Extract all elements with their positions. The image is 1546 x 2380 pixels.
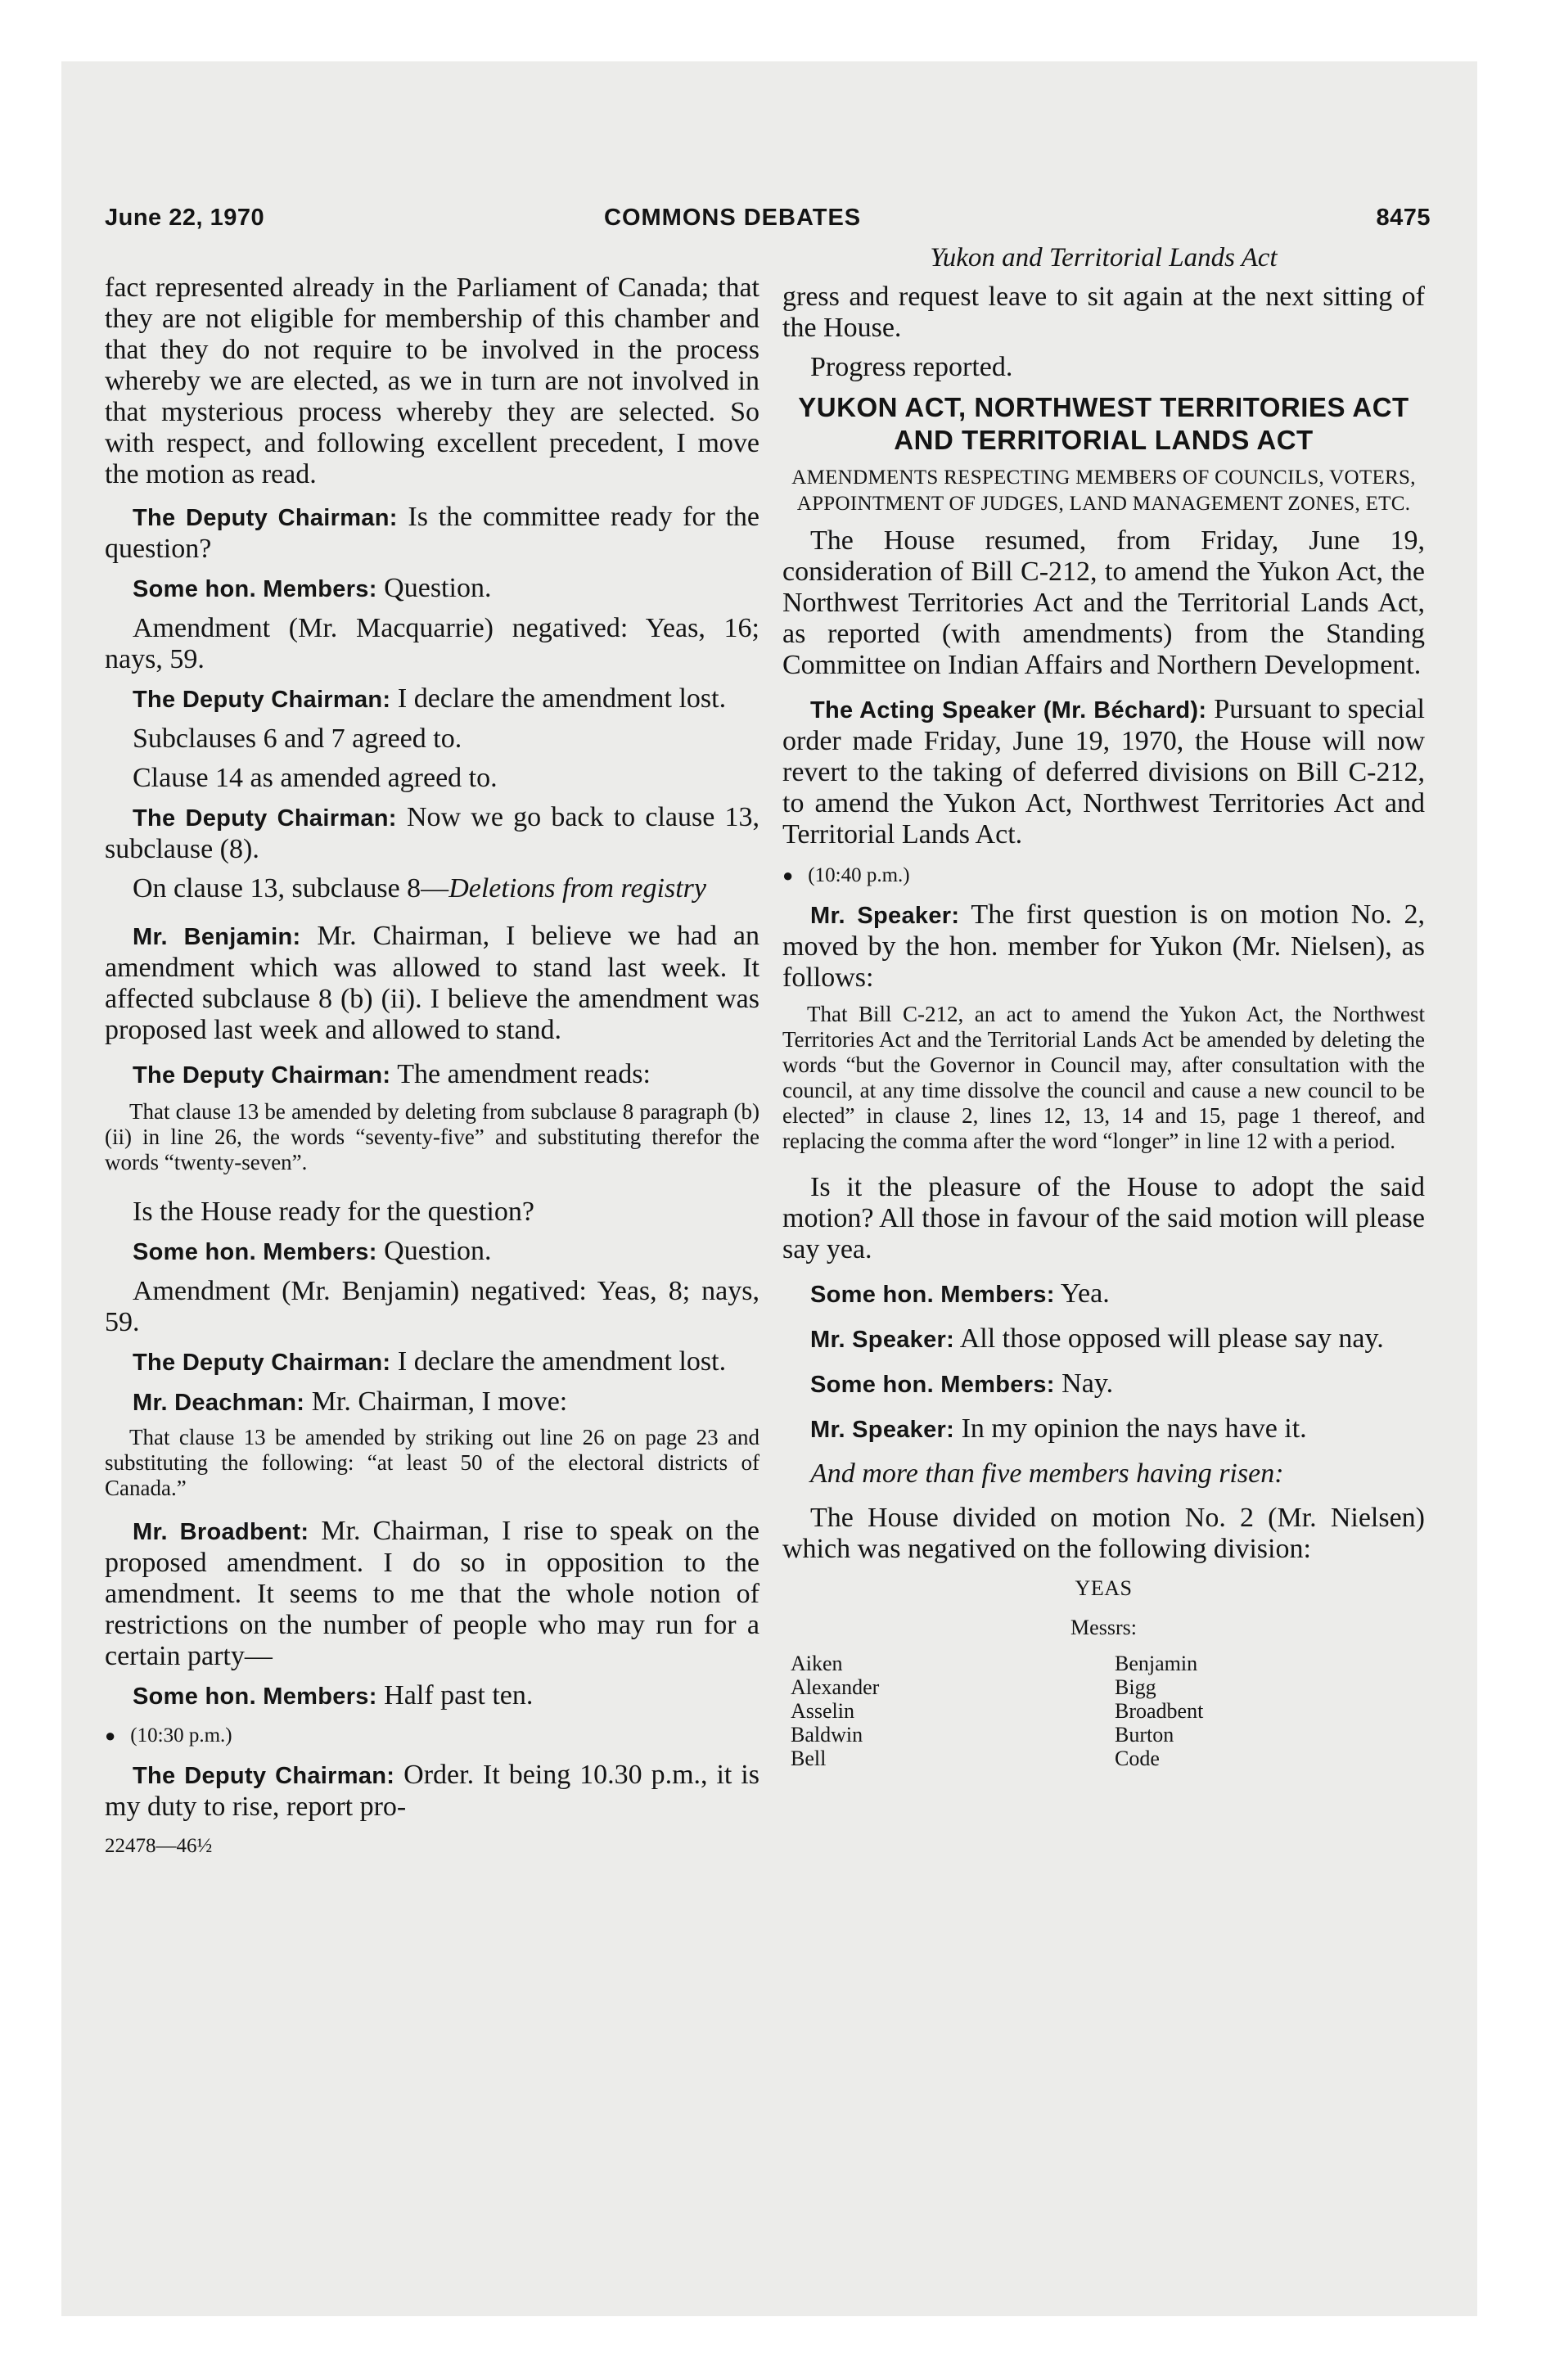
speech-text: Is the committee ready for the question? xyxy=(105,502,760,564)
speech-text: All those opposed will please say nay. xyxy=(954,1323,1384,1354)
header-date: June 22, 1970 xyxy=(105,205,265,231)
speaker-name: Some hon. Members: xyxy=(810,1282,1055,1308)
speaker-name: Mr. Benjamin: xyxy=(133,924,301,950)
member-name: Bigg xyxy=(1115,1675,1156,1699)
speaker-name: Mr. Broadbent: xyxy=(133,1519,309,1545)
member-name: Asselin xyxy=(791,1699,854,1723)
paragraph xyxy=(782,1323,1425,1355)
paragraph xyxy=(105,1059,759,1091)
speaker-name: The Deputy Chairman: xyxy=(133,505,398,531)
paragraph: Amendment (Mr. Benjamin) negatived: Yeas, 8; nays, 59. xyxy=(105,1276,759,1337)
speaker-name: The Deputy Chairman: xyxy=(133,1350,391,1376)
clause-heading: Deletions from registry xyxy=(448,873,706,904)
member-name: Broadbent xyxy=(1115,1699,1204,1723)
bullet-icon: ● xyxy=(105,1725,116,1746)
paragraph: gress and request leave to sit again at the next sitting of the House. xyxy=(782,282,1425,343)
speech-text: Mr. Chairman, I rise to speak on the proposed amendment. I do so in opposition to the amendment. It seems to me that the whole notion of restrictions on the number of people who may run for a certain party— xyxy=(105,1516,759,1671)
clause-text: On clause 13, subclause 8— xyxy=(133,873,449,904)
speaker-name: Mr. Speaker: xyxy=(810,903,960,929)
quoted-amendment: That clause 13 be amended by striking out line 26 on page 23 and substituting the following: “at least 50 of the electoral districts of Canada.” xyxy=(105,1425,759,1500)
paragraph xyxy=(105,1346,759,1378)
speech-text: I declare the amendment lost. xyxy=(390,1346,727,1377)
speaker-name: Some hon. Members: xyxy=(133,576,377,602)
paragraph: Subclauses 6 and 7 agreed to. xyxy=(133,723,462,754)
names-column-right xyxy=(1115,1652,1203,1770)
member-name: Baldwin xyxy=(791,1723,863,1747)
paragraph xyxy=(105,921,759,1046)
speech-text: Half past ten. xyxy=(376,1680,534,1711)
speech-text: In my opinion the nays have it. xyxy=(954,1413,1307,1444)
paragraph: Is it the pleasure of the House to adopt the said motion? All those in favour of the said motion will please say yea. xyxy=(782,1172,1425,1264)
paragraph xyxy=(105,1680,759,1712)
speech-text: Mr. Chairman, I believe we had an amendment which was allowed to stand last week. It affected subclause 8 (b) (ii). I believe the amendment was proposed last week and allowed to stand. xyxy=(105,921,759,1045)
paragraph: Clause 14 as amended agreed to. xyxy=(133,763,498,793)
time-marker xyxy=(105,1720,759,1751)
paragraph xyxy=(782,1278,1425,1310)
member-name: Code xyxy=(1115,1747,1160,1770)
bill-title: YUKON ACT, NORTHWEST TERRITORIES ACT AND TERRITORIAL LANDS ACT xyxy=(798,392,1409,455)
speaker-name: Some hon. Members: xyxy=(810,1372,1055,1398)
speaker-name: Mr. Speaker: xyxy=(810,1417,955,1443)
speaker-name: Some hon. Members: xyxy=(133,1239,377,1265)
header-title: COMMONS DEBATES xyxy=(604,205,862,231)
speech-text: Pursuant to special order made Friday, June 19, 1970, the House will now revert to the taking of deferred divisions on Bill C-212, to amend the Yukon Act, Northwest Territories Act and Territorial Lands Act. xyxy=(782,694,1425,850)
paragraph xyxy=(105,502,759,565)
speaker-name: The Deputy Chairman: xyxy=(133,687,391,713)
paragraph xyxy=(782,899,1425,994)
paragraph xyxy=(105,802,759,865)
time-marker xyxy=(782,860,1425,891)
paragraph: Amendment (Mr. Macquarrie) negatived: Yeas, 16; nays, 59. xyxy=(105,613,759,674)
paragraph xyxy=(105,1516,759,1672)
paragraph xyxy=(105,683,759,715)
speech-text: The first question is on motion No. 2, moved by the hon. member for Yukon (Mr. Nielsen), as follows: xyxy=(782,899,1425,993)
header-page-number: 8475 xyxy=(1376,205,1431,231)
time-text: (10:40 p.m.) xyxy=(808,864,910,886)
speech-text: I declare the amendment lost. xyxy=(390,683,727,714)
bullet-icon: ● xyxy=(782,865,794,886)
division-names-list xyxy=(782,1652,1425,1783)
paragraph: Progress reported. xyxy=(810,352,1013,382)
speech-text: Nay. xyxy=(1054,1368,1114,1399)
speech-text: Order. It being 10.30 p.m., it is my duty to rise, report pro- xyxy=(105,1760,759,1822)
paragraph xyxy=(105,1236,759,1268)
speaker-name: Mr. Speaker: xyxy=(810,1327,955,1353)
time-text: (10:30 p.m.) xyxy=(130,1724,232,1747)
quoted-amendment: That clause 13 be amended by deleting from subclause 8 paragraph (b) (ii) in line 26, the words “seventy-five” and substituting therefor the words “twenty-seven”. xyxy=(105,1099,759,1174)
speaker-name: The Deputy Chairman: xyxy=(133,1062,391,1089)
paragraph xyxy=(105,873,759,904)
quoted-motion: That Bill C-212, an act to amend the Yukon Act, the Northwest Territories Act and the Territorial Lands Act be amended by deleting the words “but the Governor in Council may, after consultation with the council, at any time dissolve the council and cause a new council to be elected” in clause 2, lines 12, 13, 14 and 15, page 1 thereof, and replacing the comma after the word “longer” in line 12 with a period. xyxy=(782,1002,1425,1153)
running-title: Yukon and Territorial Lands Act xyxy=(930,243,1278,273)
speaker-name: The Deputy Chairman: xyxy=(133,805,397,832)
member-name: Bell xyxy=(791,1747,827,1770)
speaker-name: Some hon. Members: xyxy=(133,1684,377,1710)
footer-code: 22478—46½ xyxy=(105,1835,213,1857)
speech-text: Question. xyxy=(376,573,492,603)
member-name: Aiken xyxy=(791,1652,843,1675)
paragraph xyxy=(105,573,759,605)
speech-text: Mr. Chairman, I move: xyxy=(304,1386,568,1417)
paragraph: The House divided on motion No. 2 (Mr. Nielsen) which was negatived on the following division: xyxy=(782,1503,1425,1564)
names-column-left xyxy=(791,1652,879,1770)
member-name: Alexander xyxy=(791,1675,880,1699)
paragraph xyxy=(782,1368,1425,1400)
paragraph: The House resumed, from Friday, June 19, consideration of Bill C-212, to amend the Yukon Act, the Northwest Territories Act and the Territorial Lands Act, as reported (with amendments) from the Standing Committee on Indian Affairs and Northern Development. xyxy=(782,525,1425,680)
paragraph xyxy=(105,1760,759,1823)
member-name: Benjamin xyxy=(1115,1652,1198,1675)
paragraph: Is the House ready for the question? xyxy=(133,1197,534,1227)
speech-text: Yea. xyxy=(1054,1278,1110,1309)
paragraph xyxy=(782,694,1425,850)
paragraph: And more than five members having risen: xyxy=(810,1458,1284,1489)
left-column xyxy=(105,273,759,1870)
division-yeas-heading: YEAS xyxy=(1075,1576,1133,1600)
division-messrs-label: Messrs: xyxy=(1070,1616,1137,1639)
speech-text: The amendment reads: xyxy=(390,1059,651,1089)
paragraph: fact represented already in the Parliament of Canada; that they are not eligible for membership of this chamber and that they do not require to be involved in the process whereby we are elected, as we in turn are not involved in that mysterious process whereby they are selected. So with respect, and following excellent precedent, I move the motion as read. xyxy=(105,273,759,489)
paragraph xyxy=(782,1413,1425,1445)
right-column xyxy=(782,242,1425,1783)
speech-text: Now we go back to clause 13, subclause (8). xyxy=(105,802,759,864)
speaker-name: The Deputy Chairman: xyxy=(133,1763,395,1789)
speaker-name: Mr. Deachman: xyxy=(133,1390,305,1416)
paragraph xyxy=(105,1386,759,1418)
page-header xyxy=(105,205,1431,237)
member-name: Burton xyxy=(1115,1723,1174,1747)
speaker-name: The Acting Speaker (Mr. Béchard): xyxy=(810,697,1207,723)
bill-subheading: AMENDMENTS RESPECTING MEMBERS OF COUNCILS, VOTERS, APPOINTMENT OF JUDGES, LAND MANAGEMENT ZONES, ETC. xyxy=(791,467,1416,515)
speech-text: Question. xyxy=(376,1236,492,1266)
